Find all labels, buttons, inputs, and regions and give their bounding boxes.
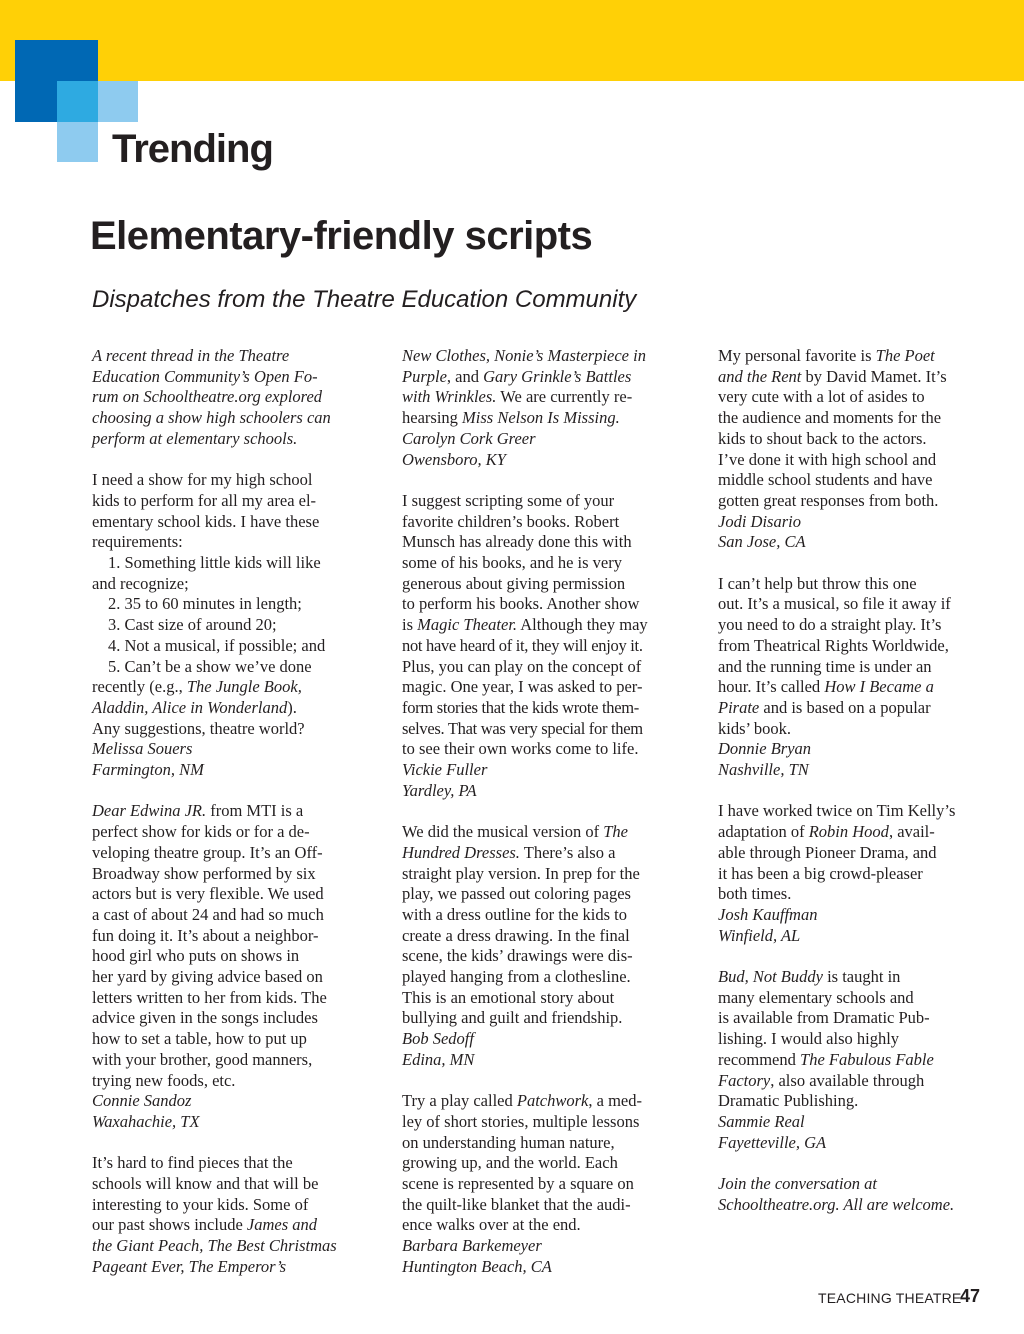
body-line: kids to shout back to the actors. [718,428,927,448]
body-line: create a dress drawing. In the final [402,925,630,945]
body-line: recently (e.g., The Jungle Book, [92,677,302,697]
intro-line: choosing a show high schoolers can [92,408,331,428]
contributor-location: Owensboro, KY [402,449,506,469]
contributor-location: Winfield, AL [718,925,801,945]
body-line: ence walks over at the end. [402,1215,581,1235]
contributor-location: Huntington Beach, CA [402,1256,552,1276]
body-line: generous about giving permission [402,573,626,593]
body-line: bullying and guilt and friendship. [402,1008,623,1028]
contributor-location: San Jose, CA [718,532,806,552]
contributor-name: Connie Sandoz [92,1091,192,1111]
body-line: I’ve done it with high school and [718,449,937,469]
body-line: Purple, and Gary Grinkle’s Battles [402,366,632,386]
body-line: Try a play called Patchwork, a med- [402,1091,642,1111]
contributor-name: Melissa Souers [92,739,193,759]
body-line: Bud, Not Buddy is taught in [718,967,901,987]
body-line: hour. It’s called How I Became a [718,677,934,697]
contributor-location: Nashville, TN [718,760,809,780]
body-line: It’s hard to find pieces that the [92,1153,293,1173]
body-line: with Wrinkles. We are currently re- [402,387,633,407]
body-line: schools will know and that will be [92,1174,319,1194]
body-line: kids to perform for all my area el- [92,490,317,510]
body-line: not have heard of it, they will enjoy it. [402,635,643,655]
contributor-location: Fayetteville, GA [718,1132,827,1152]
intro-line: perform at elementary schools. [92,428,298,448]
contributor-name: Jodi Disario [718,511,801,531]
requirement-item: 2. 35 to 60 minutes in length; [108,594,302,614]
body-line: veloping theatre group. It’s an Off- [92,842,323,862]
body-line: you need to do a straight play. It’s [718,615,942,635]
contributor-name: Vickie Fuller [402,760,488,780]
body-line: advice given in the songs includes [92,1008,318,1028]
body-line: gotten great responses from both. [718,490,939,510]
body-line: able through Pioneer Drama, and [718,842,937,862]
body-line: play, we passed out coloring pages [402,884,631,904]
body-line: ementary school kids. I have these [92,511,320,531]
body-line: out. It’s a musical, so file it away if [718,594,951,614]
body-line: scene, the kids’ drawings were dis- [402,946,633,966]
body-line: New Clothes, Nonie’s Masterpiece in [402,346,646,365]
body-line: on understanding human nature, [402,1132,615,1152]
body-line: some of his books, and he is very [402,553,622,573]
body-line: Broadway show performed by six [92,863,316,883]
body-line: it has been a big crowd-pleaser [718,863,923,883]
body-line: growing up, and the world. Each [402,1153,618,1173]
body-line: requirements: [92,532,183,552]
intro-line: Education Community’s Open Fo- [92,366,318,386]
body-line: fun doing it. It’s about a neighbor- [92,925,319,945]
body-line: Plus, you can play on the concept of [402,656,642,676]
article-subtitle: Dispatches from the Theatre Education Community [92,286,637,313]
decorative-square-light-blue [98,81,138,122]
body-line: our past shows include James and [92,1215,318,1235]
decorative-square-mid-blue [57,81,98,122]
body-line: Pageant Ever, The Emperor’s [92,1256,287,1276]
body-line: adaptation of Robin Hood, avail- [718,822,935,842]
body-line: and the Rent by David Mamet. It’s [718,366,947,386]
body-line: magic. One year, I was asked to per- [402,677,643,697]
contributor-location: Waxahachie, TX [92,1111,200,1131]
body-line: lishing. I would also highly [718,1029,900,1049]
body-line: We did the musical version of The [402,822,628,842]
body-line: to perform his books. Another show [402,594,640,614]
body-line: the audience and moments for the [718,408,942,428]
body-line: favorite children’s books. Robert [402,511,620,531]
body-line: Dramatic Publishing. [718,1091,859,1111]
body-line: a cast of about 24 and had so much [92,904,324,924]
body-line: Aladdin, Alice in Wonderland). [92,697,297,717]
body-line: My personal favorite is The Poet [718,346,935,365]
body-line: very cute with a lot of asides to [718,387,925,407]
body-line: perfect show for kids or for a de- [92,822,310,842]
body-line: how to set a table, how to put up [92,1029,307,1049]
requirement-item: 5. Can’t be a show we’ve done [108,656,312,676]
column-1 [92,346,382,1278]
body-line: played hanging from a clothesline. [402,967,631,987]
contributor-name: Barbara Barkemeyer [402,1236,542,1256]
body-line: I need a show for my high school [92,470,313,490]
publication-name: TEACHING THEATRE [818,1290,962,1306]
body-line: form stories that the kids wrote them- [402,697,639,717]
body-line: I have worked twice on Tim Kelly’s [718,801,956,821]
page-number: 47 [960,1286,981,1306]
body-line: Pirate and is based on a popular [718,697,931,717]
body-line: This is an emotional story about [402,987,615,1007]
body-line: ley of short stories, multiple lessons [402,1111,640,1131]
requirement-item: 1. Something little kids will like [108,553,321,573]
requirement-item: 4. Not a musical, if possible; and [108,635,326,655]
contributor-name: Bob Sedoff [402,1029,474,1049]
body-line: I can’t help but throw this one [718,573,917,593]
closing-line: Join the conversation at [718,1174,878,1194]
closing-line: Schooltheatre.org. All are welcome. [718,1194,955,1214]
body-line: many elementary schools and [718,987,914,1007]
body-line: with a dress outline for the kids to [402,904,628,924]
body-line: scene is represented by a square on [402,1174,634,1194]
body-line: is available from Dramatic Pub- [718,1008,930,1028]
intro-line: rum on Schooltheatre.org explored [92,387,323,407]
body-line: Factory, also available through [718,1070,925,1090]
column-2 [402,346,692,1278]
body-line: Any suggestions, theatre world? [92,718,305,738]
body-line: hood girl who puts on shows in [92,946,300,966]
body-line: the quilt-like blanket that the audi- [402,1194,631,1214]
body-line: recommend The Fabulous Fable [718,1049,934,1069]
body-line: selves. That was very special for them [402,718,643,738]
intro-line: A recent thread in the Theatre [92,346,290,365]
body-line: her yard by giving advice based on [92,967,323,987]
body-line: kids’ book. [718,718,792,738]
contributor-name: Sammie Real [718,1111,805,1131]
body-line: trying new foods, etc. [92,1070,236,1090]
section-label: Trending [112,127,273,171]
contributor-name: Donnie Bryan [718,739,812,759]
contributor-location: Yardley, PA [402,780,477,800]
column-3 [718,346,1008,1215]
body-line: letters written to her from kids. The [92,987,327,1007]
contributor-name: Carolyn Cork Greer [402,428,536,448]
body-line: interesting to your kids. Some of [92,1194,309,1214]
body-line: hearsing Miss Nelson Is Missing. [402,408,620,428]
top-color-band [0,0,1024,81]
article-headline: Elementary-friendly scripts [90,214,593,258]
body-line: straight play version. In prep for the [402,863,640,883]
body-line: Munsch has already done this with [402,532,632,552]
body-line: Hundred Dresses. There’s also a [402,842,616,862]
body-line: I suggest scripting some of your [402,490,615,510]
body-line: from Theatrical Rights Worldwide, [718,635,949,655]
body-line: and recognize; [92,573,189,593]
contributor-location: Farmington, NM [92,760,204,780]
body-line: and the running time is under an [718,656,932,676]
body-line: to see their own works come to life. [402,739,639,759]
body-line: is Magic Theater. Although they may [402,615,648,635]
decorative-square-light-blue-lower [57,122,98,162]
body-line: both times. [718,884,792,904]
body-line: actors but is very flexible. We used [92,884,324,904]
requirement-item: 3. Cast size of around 20; [108,615,277,635]
body-line: Dear Edwina JR. from MTI is a [92,801,304,821]
body-line: middle school students and have [718,470,933,490]
contributor-name: Josh Kauffman [718,904,818,924]
contributor-location: Edina, MN [402,1049,475,1069]
body-line: the Giant Peach, The Best Christmas [92,1236,337,1256]
body-line: with your brother, good manners, [92,1049,313,1069]
